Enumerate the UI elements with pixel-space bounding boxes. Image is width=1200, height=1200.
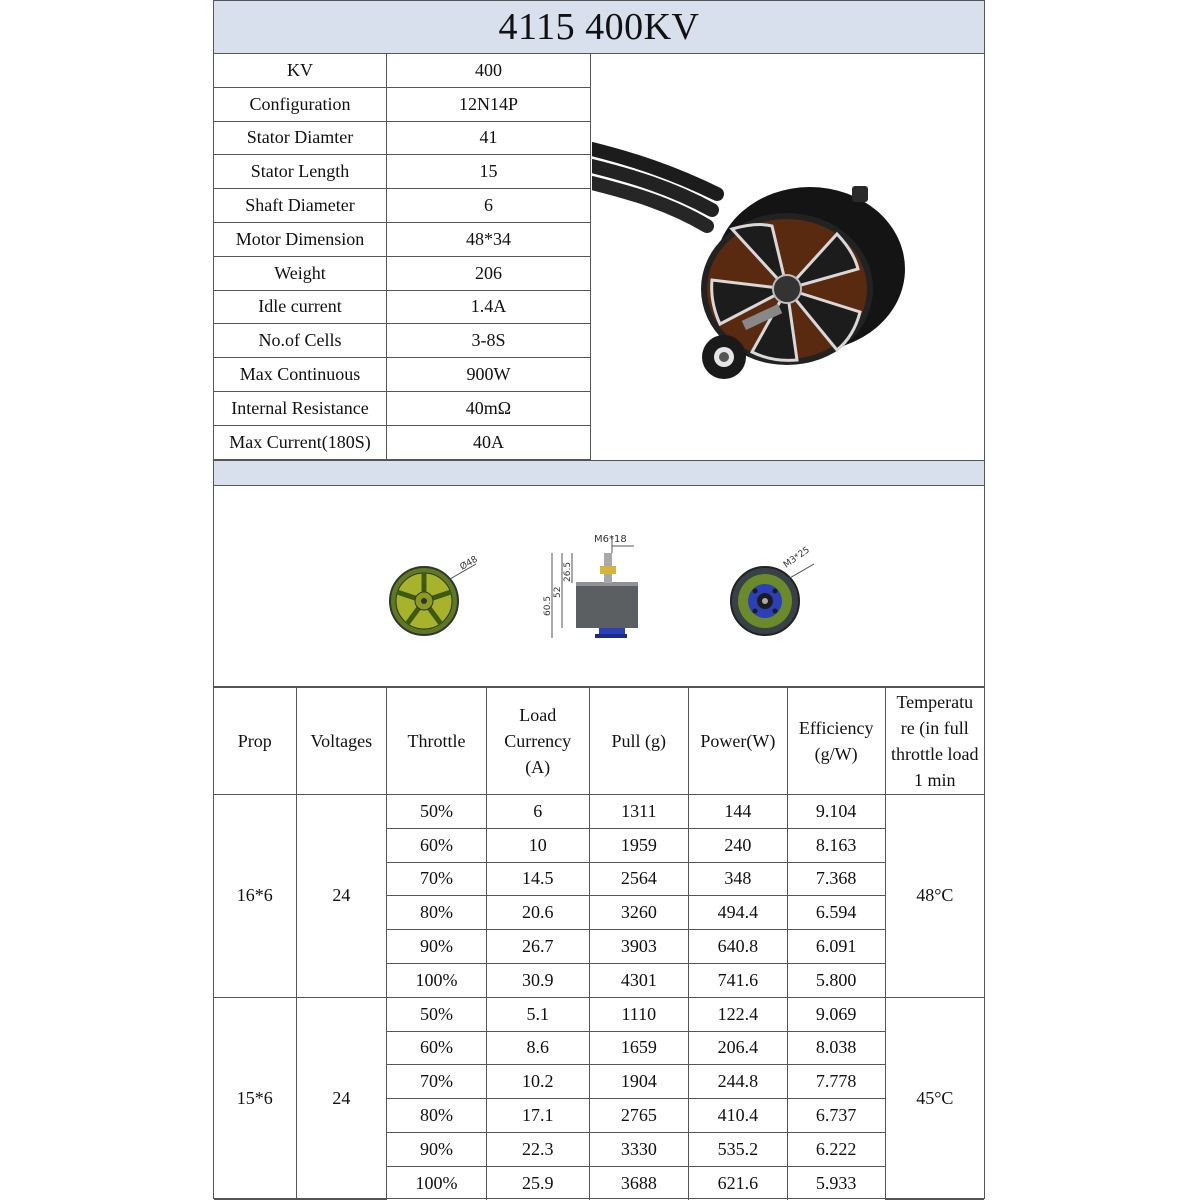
spec-row <box>214 358 591 392</box>
spec-row <box>214 290 591 324</box>
spec-table <box>214 54 591 460</box>
page-title: 4115 400KV <box>498 6 700 48</box>
throttle-cell: 60% <box>387 828 487 862</box>
spec-sheet <box>213 0 985 1199</box>
load-cell: 26.7 <box>486 930 589 964</box>
pull-cell: 1659 <box>589 1031 688 1065</box>
throttle-cell: 90% <box>387 930 487 964</box>
temperature-cell: 45°C <box>885 997 984 1199</box>
eff-cell: 7.778 <box>787 1065 885 1099</box>
col-header-efficiency: Efficiency (g/W) <box>787 688 885 795</box>
power-cell: 206.4 <box>688 1031 787 1065</box>
spec-value: 40mΩ <box>387 391 591 425</box>
table-row <box>214 795 984 829</box>
title-band <box>214 1 984 54</box>
h1-dim-label: 26.5 <box>563 561 573 582</box>
power-cell: 410.4 <box>688 1099 787 1133</box>
temperature-cell: 48°C <box>885 795 984 998</box>
rear-dim-label: M3*25 <box>781 545 812 571</box>
load-cell: 25.9 <box>486 1166 589 1199</box>
eff-cell: 6.091 <box>787 930 885 964</box>
spec-key: Weight <box>214 256 387 290</box>
col-header-load: Load Currency (A) <box>486 688 589 795</box>
eff-cell: 7.368 <box>787 862 885 896</box>
spec-row <box>214 256 591 290</box>
load-cell: 22.3 <box>486 1132 589 1166</box>
dimension-drawings <box>214 486 984 687</box>
power-cell: 741.6 <box>688 963 787 997</box>
spec-row <box>214 324 591 358</box>
motor-photo <box>592 54 984 459</box>
h3-dim-label: 60.5 <box>543 595 553 616</box>
spec-value: 1.4A <box>387 290 591 324</box>
spec-value: 6 <box>387 189 591 223</box>
col-header-power: Power(W) <box>688 688 787 795</box>
throttle-cell: 50% <box>387 997 487 1031</box>
throttle-cell: 70% <box>387 862 487 896</box>
load-cell: 8.6 <box>486 1031 589 1065</box>
pull-cell: 1904 <box>589 1065 688 1099</box>
separator-band <box>214 460 984 486</box>
spec-value: 400 <box>387 54 591 87</box>
spec-value: 3-8S <box>387 324 591 358</box>
h2-dim-label: 52 <box>553 586 563 598</box>
eff-cell: 5.800 <box>787 963 885 997</box>
load-cell: 14.5 <box>486 862 589 896</box>
eff-cell: 5.933 <box>787 1166 885 1199</box>
eff-cell: 9.104 <box>787 795 885 829</box>
spec-value: 15 <box>387 155 591 189</box>
spec-key: Max Current(180S) <box>214 425 387 459</box>
shaft-dim-label: M6*18 <box>594 534 627 545</box>
throttle-cell: 100% <box>387 963 487 997</box>
pull-cell: 2564 <box>589 862 688 896</box>
prop-cell: 15*6 <box>214 997 296 1199</box>
spec-value: 900W <box>387 358 591 392</box>
spec-key: KV <box>214 54 387 87</box>
eff-cell: 6.594 <box>787 896 885 930</box>
load-cell: 20.6 <box>486 896 589 930</box>
load-cell: 17.1 <box>486 1099 589 1133</box>
spec-key: Internal Resistance <box>214 391 387 425</box>
power-cell: 640.8 <box>688 930 787 964</box>
spec-row <box>214 391 591 425</box>
pull-cell: 3688 <box>589 1166 688 1199</box>
spec-key: No.of Cells <box>214 324 387 358</box>
voltage-cell: 24 <box>296 997 387 1199</box>
spec-value: 206 <box>387 256 591 290</box>
pull-cell: 2765 <box>589 1099 688 1133</box>
voltage-cell: 24 <box>296 795 387 998</box>
spec-key: Idle current <box>214 290 387 324</box>
spec-value: 12N14P <box>387 87 591 121</box>
pull-cell: 3903 <box>589 930 688 964</box>
front-dim-label: Ø48 <box>458 554 480 573</box>
rear-view-drawing <box>731 545 814 635</box>
spec-row <box>214 155 591 189</box>
spec-key: Motor Dimension <box>214 222 387 256</box>
pull-cell: 1959 <box>589 828 688 862</box>
spec-key: Shaft Diameter <box>214 189 387 223</box>
spec-value: 41 <box>387 121 591 155</box>
power-cell: 348 <box>688 862 787 896</box>
col-header-voltages: Voltages <box>296 688 387 795</box>
spec-key: Max Continuous <box>214 358 387 392</box>
load-cell: 30.9 <box>486 963 589 997</box>
throttle-cell: 90% <box>387 1132 487 1166</box>
pull-cell: 1110 <box>589 997 688 1031</box>
pull-cell: 3330 <box>589 1132 688 1166</box>
spec-value: 48*34 <box>387 222 591 256</box>
throttle-cell: 70% <box>387 1065 487 1099</box>
spec-row <box>214 54 591 87</box>
throttle-cell: 80% <box>387 1099 487 1133</box>
throttle-cell: 100% <box>387 1166 487 1199</box>
eff-cell: 8.038 <box>787 1031 885 1065</box>
performance-table <box>214 687 984 1200</box>
throttle-cell: 80% <box>387 896 487 930</box>
spec-row <box>214 425 591 459</box>
load-cell: 5.1 <box>486 997 589 1031</box>
col-header-temperature: Temperatu re (in full throttle load 1 min <box>885 688 984 795</box>
spec-row <box>214 189 591 223</box>
spec-key: Stator Diamter <box>214 121 387 155</box>
load-cell: 10.2 <box>486 1065 589 1099</box>
pull-cell: 1311 <box>589 795 688 829</box>
power-cell: 535.2 <box>688 1132 787 1166</box>
power-cell: 621.6 <box>688 1166 787 1199</box>
throttle-cell: 50% <box>387 795 487 829</box>
pull-cell: 4301 <box>589 963 688 997</box>
col-header-prop: Prop <box>214 688 296 795</box>
col-header-pull: Pull (g) <box>589 688 688 795</box>
side-view-drawing <box>543 534 638 638</box>
load-cell: 6 <box>486 795 589 829</box>
power-cell: 240 <box>688 828 787 862</box>
spec-value: 40A <box>387 425 591 459</box>
load-cell: 10 <box>486 828 589 862</box>
eff-cell: 6.222 <box>787 1132 885 1166</box>
spec-row <box>214 87 591 121</box>
spec-row <box>214 222 591 256</box>
front-view-drawing <box>390 554 480 635</box>
spec-row <box>214 121 591 155</box>
spec-key: Stator Length <box>214 155 387 189</box>
pull-cell: 3260 <box>589 896 688 930</box>
prop-cell: 16*6 <box>214 795 296 998</box>
eff-cell: 8.163 <box>787 828 885 862</box>
power-cell: 494.4 <box>688 896 787 930</box>
power-cell: 144 <box>688 795 787 829</box>
eff-cell: 9.069 <box>787 997 885 1031</box>
table-row <box>214 997 984 1031</box>
eff-cell: 6.737 <box>787 1099 885 1133</box>
throttle-cell: 60% <box>387 1031 487 1065</box>
col-header-throttle: Throttle <box>387 688 487 795</box>
power-cell: 122.4 <box>688 997 787 1031</box>
power-cell: 244.8 <box>688 1065 787 1099</box>
spec-key: Configuration <box>214 87 387 121</box>
